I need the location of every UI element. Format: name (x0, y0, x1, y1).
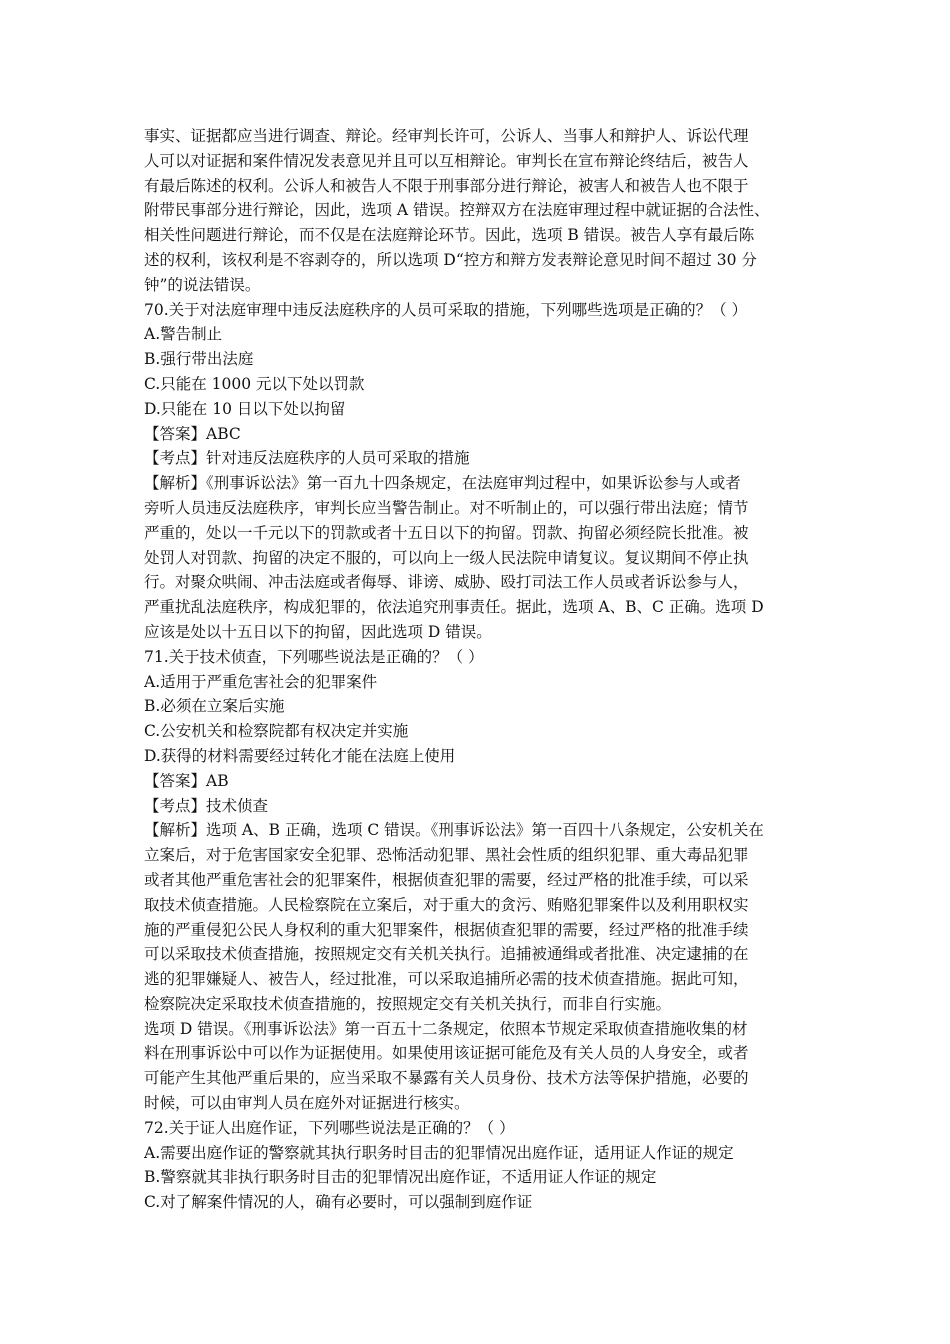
text-line: 71.关于技术侦查，下列哪些说法是正确的？（ ） (144, 647, 484, 666)
intro-paragraph (144, 124, 812, 298)
text-line: 或者其他严重危害社会的犯罪案件，根据侦查犯罪的需要，经过严格的批准手续，可以采 (144, 870, 749, 889)
text-line: 【答案】AB (144, 771, 229, 790)
text-line: 【考点】针对违反法庭秩序的人员可采取的措施 (144, 449, 470, 468)
text-line: 【答案】ABC (144, 424, 241, 443)
text-line: 70.关于对法庭审理中违反法庭秩序的人员可采取的措施，下列哪些选项是正确的？（ ） (144, 300, 748, 319)
text-line: 相关性问题进行辩论，而不仅是在法庭辩论环节。因此，选项 B 错误。被告人享有最后陈 (144, 226, 755, 245)
text-line: C.只能在 1000 元以下处以罚款 (144, 374, 365, 393)
text-line: 逃的犯罪嫌疑人、被告人，经过批准，可以采取追捕所必需的技术侦查措施。据此可知， (144, 970, 749, 989)
text-line: 可以采取技术侦查措施，按照规定交有关机关执行。追捕被通缉或者批准、决定逮捕的在 (144, 945, 749, 964)
text-line: 时候，可以由审判人员在庭外对证据进行核实。 (144, 1094, 470, 1113)
text-line: B.警察就其非执行职务时目击的犯罪情况出庭作证，不适用证人作证的规定 (144, 1168, 657, 1187)
text-line: 【解析】选项 A、B 正确，选项 C 错误。《刑事诉讼法》第一百四十八条规定，公安机关在 (144, 821, 764, 840)
text-line: 人可以对证据和案件情况发表意见并且可以互相辩论。审判长在宣布辩论终结后，被告人 (144, 151, 749, 170)
text-line: 检察院决定采取技术侦查措施的，按照规定交有关机关执行，而非自行实施。 (144, 994, 672, 1013)
text-line: D.只能在 10 日以下处以拘留 (144, 399, 346, 418)
text-line: 有最后陈述的权利。公诉人和被告人不限于刑事部分进行辩论，被害人和被告人也不限于 (144, 176, 749, 195)
text-line: 施的严重侵犯公民人身权利的重大犯罪案件，根据侦查犯罪的需要，经过严格的批准手续 (144, 920, 749, 939)
text-line: 旁听人员违反法庭秩序，审判长应当警告制止。对不听制止的，可以强行带出法庭；情节 (144, 498, 749, 517)
text-line: C.对了解案件情况的人，确有必要时，可以强制到庭作证 (144, 1193, 533, 1212)
text-line: A.警告制止 (144, 325, 223, 344)
text-line: A.适用于严重危害社会的犯罪案件 (144, 672, 378, 691)
text-line: B.必须在立案后实施 (144, 697, 285, 716)
text-line: 立案后，对于危害国家安全犯罪、恐怖活动犯罪、黑社会性质的组织犯罪、重大毒品犯罪 (144, 846, 749, 865)
text-line: 选项 D 错误。《刑事诉讼法》第一百五十二条规定，依照本节规定采取侦查措施收集的材 (144, 1019, 748, 1038)
text-line: 附带民事部分进行辩论，因此，选项 A 错误。控辩双方在法庭审理过程中就证据的合法性、 (144, 201, 770, 220)
text-line: 可能产生其他严重后果的，应当采取不暴露有关人员身份、技术方法等保护措施，必要的 (144, 1069, 749, 1088)
text-line: 【解析】《刑事诉讼法》第一百九十四条规定，在法庭审判过程中，如果诉讼参与人或者 (144, 474, 741, 493)
text-line: 严重扰乱法庭秩序，构成犯罪的，依法追究刑事责任。据此，选项 A、B、C 正确。选项 D (144, 598, 764, 617)
text-line: 严重的，处以一千元以下的罚款或者十五日以下的拘留。罚款、拘留必须经院长批准。被 (144, 523, 749, 542)
text-line: A.需要出庭作证的警察就其执行职务时目击的犯罪情况出庭作证，适用证人作证的规定 (144, 1143, 734, 1162)
text-line: 钟”的说法错误。 (144, 275, 261, 294)
text-line: D.获得的材料需要经过转化才能在法庭上使用 (144, 746, 456, 765)
text-line: 72.关于证人出庭作证，下列哪些说法是正确的？（ ） (144, 1118, 515, 1137)
text-line: 【考点】技术侦查 (144, 796, 269, 815)
text-line: 料在刑事诉讼中可以作为证据使用。如果使用该证据可能危及有关人员的人身安全，或者 (144, 1044, 749, 1063)
text-line: 取技术侦查措施。人民检察院在立案后，对于重大的贪污、贿赂犯罪案件以及利用职权实 (144, 895, 749, 914)
text-line: 应该是处以十五日以下的拘留，因此选项 D 错误。 (144, 622, 492, 641)
document-body (144, 124, 812, 1215)
text-line: C.公安机关和检察院都有权决定并实施 (144, 722, 409, 741)
text-line: 处罚人对罚款、拘留的决定不服的，可以向上一级人民法院申请复议。复议期间不停止执 (144, 548, 749, 567)
text-line: 述的权利，该权利是不容剥夺的，所以选项 D“控方和辩方发表辩论意见时间不超过 30 分 (144, 250, 757, 269)
question-70 (144, 298, 812, 645)
question-71 (144, 645, 812, 1116)
text-line: B.强行带出法庭 (144, 350, 254, 369)
question-72 (144, 1116, 812, 1215)
text-line: 行。对聚众哄闹、冲击法庭或者侮辱、诽谤、威胁、殴打司法工作人员或者诉讼参与人， (144, 573, 749, 592)
text-line: 事实、证据都应当进行调查、辩论。经审判长许可，公诉人、当事人和辩护人、诉讼代理 (144, 127, 749, 145)
